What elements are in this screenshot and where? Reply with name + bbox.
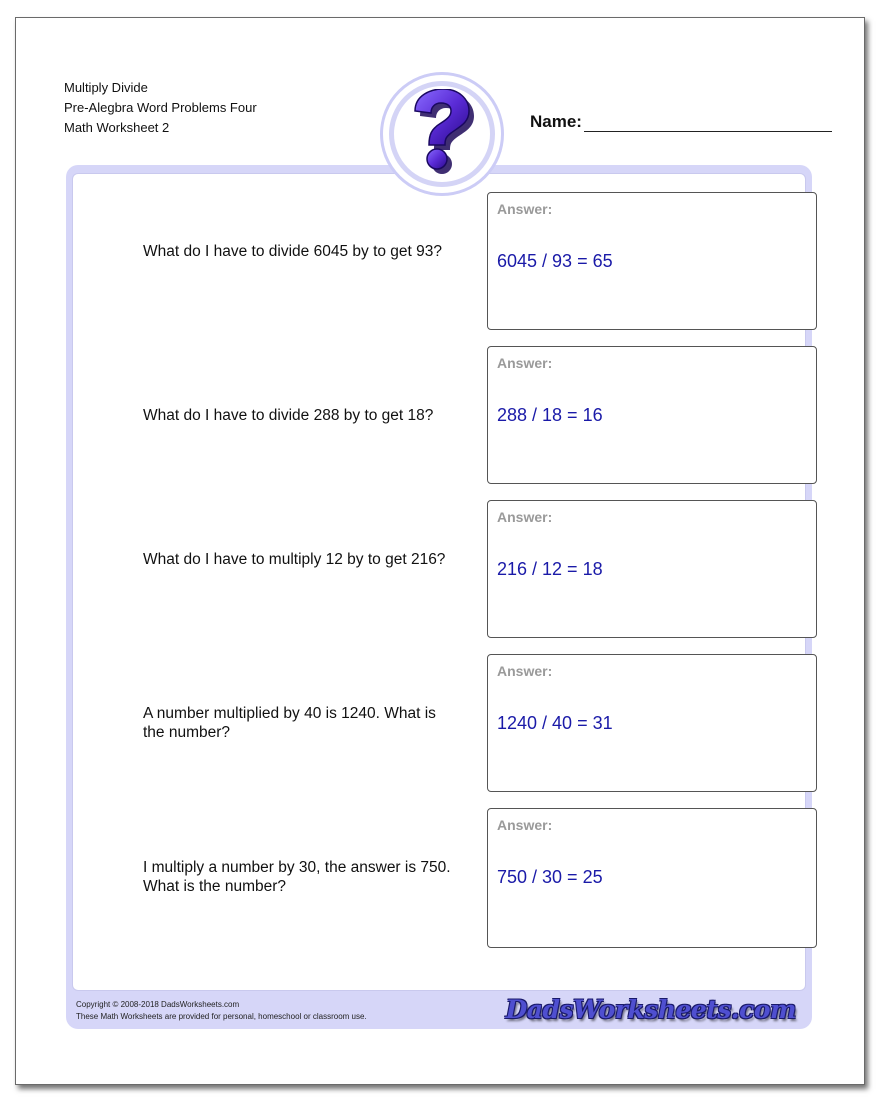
name-field[interactable] bbox=[530, 112, 832, 132]
name-label: Name: bbox=[530, 112, 582, 131]
answer-label-4: Answer: bbox=[497, 663, 553, 679]
answer-value-2: 288 / 18 = 16 bbox=[497, 405, 603, 425]
copyright-text: Copyright © 2008-2018 DadsWorksheets.com bbox=[76, 1000, 240, 1009]
problems-area bbox=[72, 173, 806, 991]
problems-frame bbox=[66, 165, 812, 1029]
worksheet-title bbox=[64, 78, 257, 138]
brand-logo: DadsWorksheets.com bbox=[505, 995, 796, 1024]
footer-notice bbox=[76, 999, 367, 1023]
answer-label-2: Answer: bbox=[497, 355, 553, 371]
question-3: What do I have to multiply 12 by to get 216? bbox=[143, 551, 446, 568]
name-underline bbox=[584, 131, 832, 132]
question-1: What do I have to divide 6045 by to get 93? bbox=[143, 243, 443, 260]
answer-box-5[interactable] bbox=[487, 808, 817, 948]
answer-value-5: 750 / 30 = 25 bbox=[497, 867, 603, 887]
question-mark-icon bbox=[403, 89, 481, 177]
usage-notice: These Math Worksheets are provided for personal, homeschool or classroom use. bbox=[76, 1012, 367, 1021]
question-4: A number multiplied by 40 is 1240. What is the number? bbox=[143, 705, 436, 741]
answer-label-3: Answer: bbox=[497, 509, 553, 525]
title-line-1: Multiply Divide bbox=[64, 80, 148, 95]
title-line-3: Math Worksheet 2 bbox=[64, 120, 170, 135]
question-2: What do I have to divide 288 by to get 18? bbox=[143, 407, 434, 424]
answer-label-5: Answer: bbox=[497, 817, 553, 833]
answer-label-1: Answer: bbox=[497, 201, 553, 217]
answer-box-3[interactable] bbox=[487, 500, 817, 638]
answer-box-1[interactable] bbox=[487, 192, 817, 330]
answer-box-2[interactable] bbox=[487, 346, 817, 484]
worksheet-page bbox=[15, 17, 865, 1085]
answer-value-3: 216 / 12 = 18 bbox=[497, 559, 603, 579]
title-line-2: Pre-Alegbra Word Problems Four bbox=[64, 100, 257, 115]
answer-box-4[interactable] bbox=[487, 654, 817, 792]
question-badge bbox=[380, 72, 504, 196]
answer-value-4: 1240 / 40 = 31 bbox=[497, 713, 613, 733]
question-5: I multiply a number by 30, the answer is 750. What is the number? bbox=[143, 859, 451, 895]
answer-value-1: 6045 / 93 = 65 bbox=[497, 251, 613, 271]
